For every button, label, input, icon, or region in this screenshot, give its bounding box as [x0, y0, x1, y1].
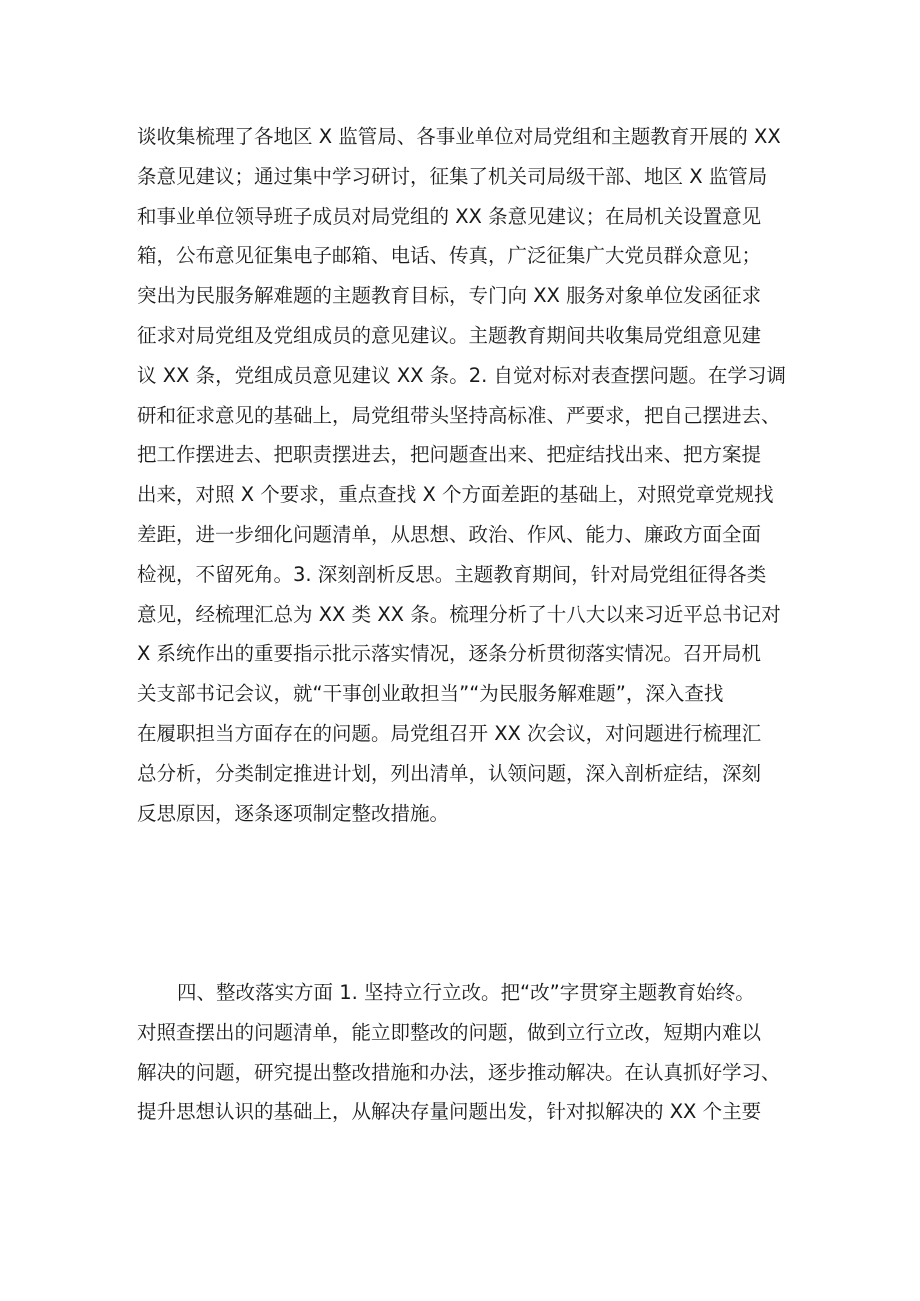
- text-line: 征求对局党组及党组成员的意见建议。主题教育期间共收集局党组意见建: [137, 323, 762, 347]
- text-line-first: 四、整改落实方面 1. 坚持立行立改。把“改”字贯穿主题教育始终。: [177, 981, 755, 1004]
- text-line: 解决的问题，研究提出整改措施和办法，逐步推动解决。在认真抓好学习、: [137, 1060, 781, 1084]
- text-line: 箱，公布意见征集电子邮箱、电话、传真，广泛征集广大党员群众意见；: [137, 244, 762, 268]
- text-line: 总分析，分类制定推进计划，列出清单，认领问题，深入剖析症结，深刻: [137, 761, 762, 785]
- text-line: 议 XX 条，党组成员意见建议 XX 条。2. 自觉对标对表查摆问题。在学习调: [137, 363, 787, 387]
- text-line: 条意见建议；通过集中学习研讨，征集了机关司局级干部、地区 X 监管局: [137, 164, 768, 188]
- text-line: 差距，进一步细化问题清单，从思想、政治、作风、能力、廉政方面全面: [137, 522, 762, 546]
- text-line: 检视，不留死角。3. 深刻剖析反思。主题教育期间，针对局党组征得各类: [137, 562, 767, 586]
- text-line: 反思原因，逐条逐项制定整改措施。: [137, 801, 450, 825]
- text-line: 在履职担当方面存在的问题。局党组召开 XX 次会议，对问题进行梳理汇: [137, 721, 762, 745]
- text-line: 谈收集梳理了各地区 X 监管局、各事业单位对局党组和主题教育开展的 XX: [137, 125, 781, 148]
- text-line: 对照查摆出的问题清单，能立即整改的问题，做到立行立改，短期内难以: [137, 1020, 762, 1044]
- paragraph-opinion-collection: [137, 117, 797, 833]
- text-line: 意见，经梳理汇总为 XX 类 XX 条。梳理分析了十八大以来习近平总书记对: [137, 602, 781, 626]
- text-line: 突出为民服务解难题的主题教育目标，专门向 XX 服务对象单位发函征求: [137, 284, 762, 308]
- paragraph-rectification: [137, 973, 797, 1132]
- text-line: 研和征求意见的基础上，局党组带头坚持高标准、严要求，把自己摆进去、: [137, 403, 781, 427]
- text-line: 和事业单位领导班子成员对局党组的 XX 条意见建议；在局机关设置意见: [137, 204, 762, 228]
- text-line: 关支部书记会议，就“干事创业敢担当”“为民服务解难题”，深入查找: [137, 682, 724, 706]
- text-line: 提升思想认识的基础上，从解决存量问题出发，针对拟解决的 XX 个主要: [137, 1100, 762, 1124]
- text-line: 出来，对照 X 个要求，重点查找 X 个方面差距的基础上，对照党章党规找: [137, 483, 774, 507]
- text-line: 把工作摆进去、把职责摆进去，把问题查出来、把症结找出来、把方案提: [137, 443, 762, 467]
- text-line: X 系统作出的重要指示批示落实情况，逐条分析贯彻落实情况。召开局机: [137, 642, 762, 666]
